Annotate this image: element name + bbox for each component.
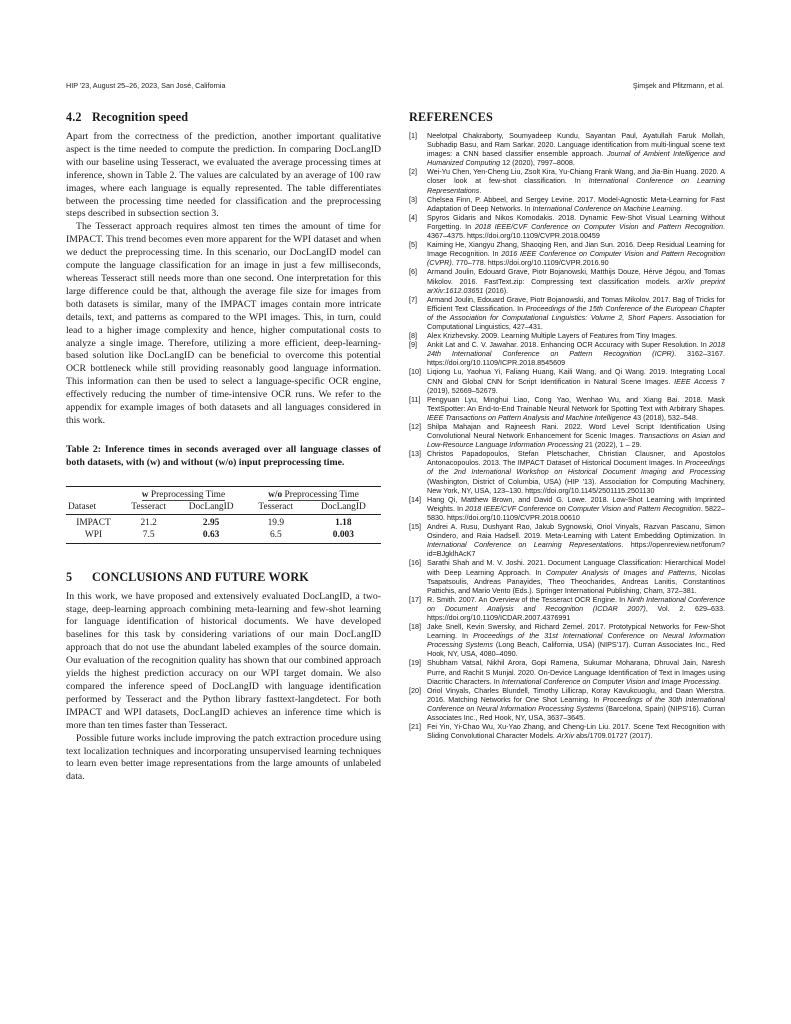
reference-text: Shubham Vatsal, Nikhil Arora, Gopi Ramena, Sukumar Moharana, Dhruval Jain, Naresh Purre, and Rachit S Munjal. 2020. On-Device Language Identification of Text in Images using Diacritic Characters. In: [427, 658, 725, 686]
reference-number: [10]: [409, 367, 421, 377]
reference-details: , Nicolas Tsapatsoulis, Andreas Panayides, Theo Theocharides, Andreas Lanitis, Constantinos Pattichis, and Mario Vento (Eds.). Springer International Publishing, Cham, 372–381.: [427, 567, 725, 595]
paragraph-speed-1: Apart from the correctness of the prediction, another important qualitative aspect is the time needed to compute the prediction. In comparing DocLangID with our baseline using Tesseract, we evaluated the average processing times at inference, shown in Table 2. The values are calculated by an average of 100 raw images, where each language is equally represented. The table differentiates between the processing time needed for classification and the preprocessing steps described in subsection section 3.: [66, 131, 381, 220]
reference-number: [19]: [409, 658, 421, 668]
running-header-right: Şimşek and Pfitzmann, et al.: [632, 81, 724, 90]
reference-text: Oriol Vinyals, Charles Blundell, Timothy Lillicrap, Koray Kavukcuoglu, and Daan Wierstra. 2016. Matching Networks for One Shot Learning. In: [427, 685, 725, 704]
reference-number: [18]: [409, 622, 421, 632]
reference-details: 21 (2022), 1 – 29.: [582, 440, 642, 450]
reference-item: [409, 422, 725, 449]
reference-details: .: [718, 676, 721, 686]
cell-tesseract-wo: 19.9: [267, 517, 284, 528]
reference-number: [13]: [409, 449, 421, 459]
reference-item: [409, 622, 725, 658]
reference-item: [409, 495, 725, 522]
col-header-tesseract-w: Tesseract: [121, 501, 176, 515]
reference-item: [409, 167, 725, 194]
reference-details: 43 (2018), 532–548.: [631, 412, 698, 422]
reference-details: . 5822–5830. https://doi.org/10.1109/CVPR.2018.00610: [427, 503, 726, 522]
reference-venue: Ninth International Conference on Document Analysis and Recognition (ICDAR 2007): [427, 594, 726, 613]
reference-venue: International Conference on Learning Representations: [427, 540, 622, 550]
reference-item: [409, 267, 725, 294]
reference-item: [409, 213, 725, 240]
reference-number: [20]: [409, 685, 421, 695]
reference-item: [409, 367, 725, 394]
reference-item: [409, 558, 725, 594]
reference-venue: International Conference on Computer Vision and Image Processing: [501, 676, 719, 686]
reference-text: Sarathi Shah and M. V. Joshi. 2021. Document Language Classification: Hierarchical Model with Deep Learning Approach. In: [427, 558, 725, 577]
reference-item: [409, 131, 725, 167]
reference-venue: Computer Analysis of Images and Patterns: [545, 567, 695, 577]
paragraph-conclusion-1: In this work, we have proposed and extensively evaluated DocLangID, a two-stage, deep-learning approach combining meta-learning and few-shot learning for language identification of historical documents. We have developed baselines for this task by considering variations of our main DocLangID approach that do not use the abundant labeled examples of the source domain. Our evaluation of the recognition quality has shown that our combined approach yields the highest prediction accuracy on our WPI target domain. We also compared the inference speed of DocLangID with language identification performed by Tesseract and the Python library fasttext-langdetect. For both IMPACT and WPI datasets, DocLangID achieves an inference time which is more than ten times faster than Tesseract.: [66, 590, 381, 731]
reference-text: Ankit Lat and C. V. Jawahar. 2018. Enhancing OCR Accuracy with Super Resolution. In: [427, 340, 709, 350]
paragraph-speed-2: The Tesseract approach requires almost ten times the amount of time for IMPACT. This trend becomes even more apparent for the WPI dataset and when we deduct the preprocessing time. In this scenario, our DocLangID model can compute the language classification for an image in just a few milliseconds, whereas Tesseract still needs more than one second. One interpretation for this large difference could be that, although the average file size for images from both datasets is similar, many of the IMPACT images contain more intricate details, text, and patterns as compared to the WPI images. This, in turn, could lead to a higher image complexity and hence, higher computational costs to analyze a single image. Therefore, utilizing a more efficient, deep-learning-based solution like DocLangID can be beneficial to overcome this potential OCR bottleneck while still providing reasonably good language information. This information can then be used to select a language-specific OCR engine, effectively reducing the number of time-intensive OCR runs. We refer to the appendix for example images of both datasets and all languages considered in this work.: [66, 221, 381, 426]
reference-number: [21]: [409, 722, 421, 732]
reference-venue: 2018 24th International Conference on Pattern Recognition (ICPR): [427, 340, 725, 359]
reference-text: Wei-Yu Chen, Yen-Cheng Liu, Zsolt Kira, Yu-Chiang Frank Wang, and Jia-Bin Huang. 2020. A closer look at few-shot classification. In: [427, 167, 725, 186]
reference-number: [6]: [409, 267, 417, 277]
reference-item: [409, 595, 725, 622]
cell-dataset: IMPACT: [76, 517, 111, 528]
reference-number: [2]: [409, 167, 417, 177]
reference-text: Spyros Gidaris and Nikos Komodakis. 2018. Dynamic Few-Shot Visual Learning Without Forgetting. In: [427, 212, 725, 231]
reference-item: [409, 395, 725, 422]
reference-number: [3]: [409, 194, 417, 204]
section-number: 5: [66, 569, 73, 584]
col-header-tesseract-wo: Tesseract: [246, 501, 306, 515]
reference-text: Hang Qi, Matthew Brown, and David G. Lowe. 2018. Low-Shot Learning with Imprinted Weights. In: [427, 494, 725, 513]
reference-text: Armand Joulin, Edouard Grave, Piotr Bojanowski, Matthijs Douze, Hérve Jégou, and Tomas Mikolov. 2016. FastText.zip: Compressing text classification models.: [427, 267, 725, 286]
cell-tesseract-wo: 6.5: [246, 529, 306, 544]
reference-item: [409, 331, 725, 340]
reference-venue: 2018 IEEE/CVF Conference on Computer Vision and Pattern Recognition: [474, 221, 723, 231]
reference-item: [409, 522, 725, 558]
col-header-doclangid-w: DocLangID: [176, 501, 246, 515]
reference-number: [9]: [409, 340, 417, 350]
reference-item: [409, 340, 725, 367]
col-header-dataset: Dataset: [66, 501, 121, 515]
group-header-without-preprocessing: w/o Preprocessing Time: [246, 486, 381, 501]
table-row: [66, 514, 381, 529]
reference-venue: 2018 IEEE/CVF Conference on Computer Vision and Pattern Recognition: [465, 503, 701, 513]
reference-number: [5]: [409, 240, 417, 250]
left-column: [66, 110, 381, 784]
inference-time-table: [66, 486, 381, 544]
cell-doclangid-wo: 1.18: [335, 517, 352, 528]
reference-number: [4]: [409, 212, 417, 222]
reference-item: [409, 295, 725, 331]
reference-text: R. Smith. 2007. An Overview of the Tesseract OCR Engine. In: [427, 594, 628, 604]
reference-number: [7]: [409, 294, 417, 304]
section-heading-recognition-speed: [66, 110, 381, 125]
reference-venue: Journal of Ambient Intelligence and Humanized Computing: [427, 149, 725, 168]
table-row: [66, 529, 381, 544]
reference-details: 7 (2019), 52669–52679.: [427, 376, 725, 395]
reference-number: [12]: [409, 422, 421, 431]
cell-doclangid-w: 0.63: [176, 529, 246, 544]
section-heading-conclusions: [66, 570, 381, 585]
reference-venue: International Conference on Learning Representations: [427, 176, 725, 195]
col-header-doclangid-wo: DocLangID: [306, 501, 381, 515]
right-column: [409, 110, 725, 740]
section-title: CONCLUSIONS AND FUTURE WORK: [92, 569, 309, 584]
section-number: 4.2: [66, 110, 82, 124]
reference-details: (2016).: [483, 285, 509, 295]
reference-text: Armand Joulin, Edouard Grave, Piotr Bojanowski, and Tomas Mikolov. 2017. Bag of Tricks for Efficient Text Classification. In: [427, 294, 725, 313]
reference-item: [409, 686, 725, 722]
reference-list: [409, 131, 725, 740]
reference-text: Jake Snell, Kevin Swersky, and Richard Zemel. 2017. Prototypical Networks for Few-Shot Learning. In: [427, 622, 725, 641]
reference-details: . Association for Computational Linguistics, 427–431.: [427, 312, 725, 331]
paragraph-conclusion-2: Possible future works include improving the patch extraction procedure using text localization techniques and incorporating unsupervised learning techniques to learn even better image representations from the large amounts of unlabeled data.: [66, 732, 381, 783]
reference-item: [409, 658, 725, 685]
reference-venue: Proceedings of the 30th International Conference on Neural Information Processing Systems: [427, 694, 725, 713]
reference-details: . 3162–3167. https://doi.org/10.1109/ICPR.2018.8545609: [427, 349, 726, 368]
reference-details: , Vol. 2. 629–633. https://doi.org/10.1109/ICDAR.2007.4376991: [427, 603, 726, 622]
reference-number: [8]: [409, 331, 417, 341]
reference-text: Kaiming He, Xiangyu Zhang, Shaoqing Ren, and Jian Sun. 2016. Deep Residual Learning for Image Recognition. In: [427, 240, 725, 259]
cell-tesseract-w: 7.5: [121, 529, 176, 544]
references-heading: REFERENCES: [409, 110, 493, 124]
reference-details: . https://openreview.net/forum?id=BJgklhAcK7: [427, 540, 725, 559]
reference-venue: IEEE Transactions on Pattern Analysis and Machine Intelligence: [427, 412, 632, 422]
table-corner: [66, 486, 121, 501]
reference-venue: Transactions on Asian and Low-Resource Language Information Processing: [427, 431, 725, 450]
reference-number: [17]: [409, 594, 421, 604]
reference-venue: arXiv preprint arXiv:1612.03651: [427, 276, 725, 295]
section-title: Recognition speed: [92, 110, 189, 124]
reference-details: 12 (2020), 7997–8008.: [500, 158, 575, 168]
reference-number: [15]: [409, 522, 421, 532]
reference-text: Chelsea Finn, P. Abbeel, and Sergey Levine. 2017. Model-Agnostic Meta-Learning for Fast Adaptation of Deep Networks. In: [427, 194, 725, 213]
reference-text: Fei Yin, Yi-Chao Wu, Xu-Yao Zhang, and Cheng-Lin Liu. 2017. Scene Text Recognition with Sliding Convolutional Character Models.: [427, 722, 725, 741]
reference-venue: Proceedings of the 31st International Conference on Neural Information Processing Systems: [427, 631, 726, 650]
reference-text: Andrei A. Rusu, Dushyant Rao, Jakub Sygnowski, Oriol Vinyals, Razvan Pascanu, Simon Osindero, and Raia Hadsell. 2019. Meta-Learning with Latent Embedding Optimization. In: [427, 522, 725, 541]
reference-venue: International Conference on Machine Learning: [532, 203, 681, 213]
reference-details: .: [479, 185, 482, 195]
reference-item: [409, 240, 725, 267]
reference-item: [409, 722, 725, 740]
reference-item: [409, 195, 725, 213]
reference-item: [409, 449, 725, 494]
cell-doclangid-w: 2.95: [202, 517, 220, 528]
reference-number: [16]: [409, 558, 421, 568]
reference-details: .: [680, 203, 683, 213]
reference-details: (Long Beach, California, USA) (NIPS'17). Curran Associates Inc., Red Hook, NY, USA, 4080–4090.: [427, 640, 725, 659]
reference-number: [11]: [409, 394, 421, 404]
reference-details: abs/1709.01727 (2017).: [574, 731, 653, 741]
reference-text: Shilpa Mahajan and Rajneesh Rani. 2022. Word Level Script Identification Using Convolutional Neural Network Enhancement for Scenic Images.: [427, 422, 725, 441]
reference-text: Christos Papadopoulos, Stefan Pletschacher, Christian Clausner, and Apostolos Antonacopoulos. 2013. The IMPACT Dataset of Historical Document Images. In: [427, 449, 725, 468]
reference-details: . 4367–4375. https://doi.org/10.1109/CVPR.2018.00459: [427, 221, 725, 241]
reference-venue: ArXiv: [556, 731, 575, 741]
reference-details: (Washington, District of Columbia, USA) (HIP '13). Association for Computing Machinery, New York, NY, USA, 123–130. https://doi.org/10.1145/2501115.2501130: [427, 476, 725, 495]
reference-text: Alex Krizhevsky. 2009. Learning Multiple Layers of Features from Tiny Images.: [427, 331, 677, 341]
reference-details: . 770–778. https://doi.org/10.1109/CVPR.2016.90: [451, 258, 609, 268]
reference-text: Pengyuan Lyu, Minghui Liao, Cong Yao, Wenhao Wu, and Xiang Bai. 2018. Mask TextSpotter: An End-to-End Trainable Neural Network for Spotting Text with Arbitrary Shapes.: [427, 394, 725, 413]
reference-venue: 2016 IEEE Conference on Computer Vision and Pattern Recognition (CVPR): [427, 249, 725, 268]
table-caption: Table 2: Inference times in seconds averaged over all language classes of both datasets, with (w) and without (w/o) input preprocessing time.: [66, 443, 381, 468]
cell-doclangid-wo: 0.003: [306, 529, 381, 544]
reference-text: Neelotpal Chakraborty, Soumyadeep Kundu, Sayantan Paul, Ayatullah Faruk Mollah, Subhadip Basu, and Ram Sarkar. 2020. Language identification from multi-lingual scene text images: a CNN based classifier ensemble approach.: [427, 131, 725, 159]
reference-venue: IEEE Access: [674, 376, 718, 386]
reference-venue: Proceedings of the 2nd International Workshop on Historical Document Imaging and Processing: [427, 458, 725, 477]
cell-tesseract-w: 21.2: [140, 517, 157, 528]
group-header-with-preprocessing: w Preprocessing Time: [121, 486, 246, 501]
reference-details: (Barcelona, Spain) (NIPS'16). Curran Associates Inc., Red Hook, NY, USA, 3637–3645.: [427, 703, 725, 722]
reference-number: [1]: [409, 131, 417, 140]
reference-text: Liqiong Lu, Yaohua Yi, Faliang Huang, Kaili Wang, and Qi Wang. 2019. Integrating Local CNN and Global CNN for Script Identification in Natural Scene Images.: [427, 367, 725, 386]
reference-venue: Proceedings of the 15th Conference of the European Chapter of the Association for Computational Linguistics: Volume 2, Short Papers: [427, 303, 725, 322]
reference-number: [14]: [409, 494, 421, 504]
running-header-left: HIP '23, August 25–26, 2023, San José, California: [66, 81, 226, 90]
cell-dataset: WPI: [66, 529, 121, 544]
